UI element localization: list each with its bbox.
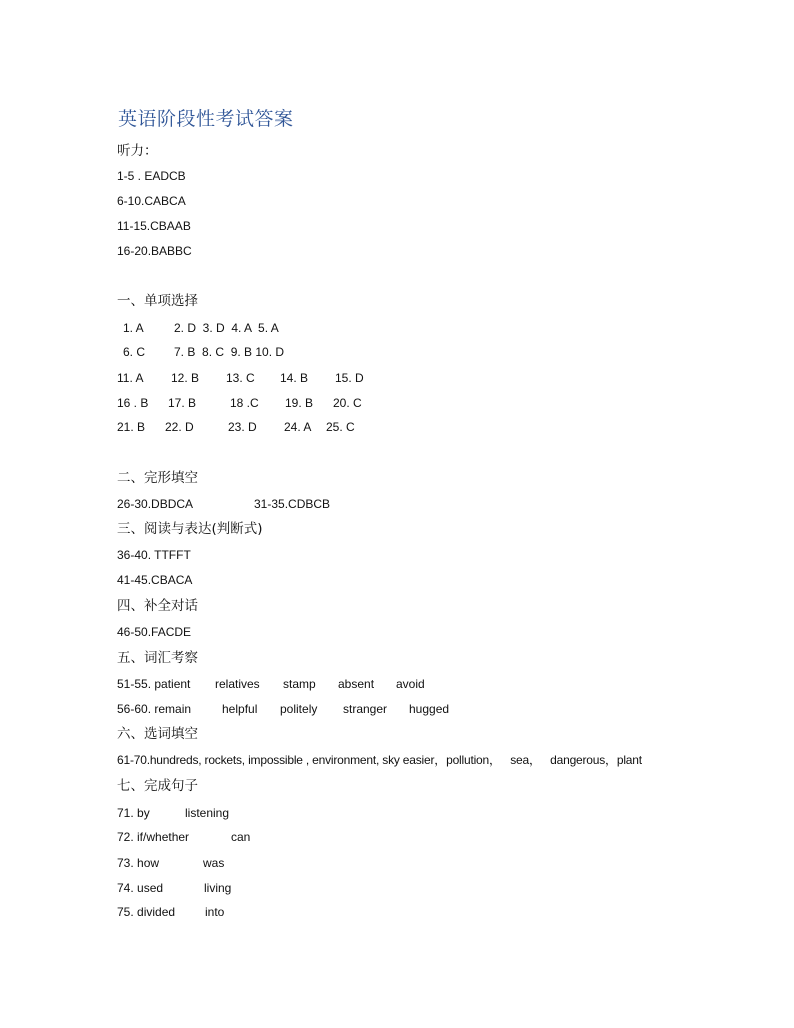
answer-item: hugged	[409, 702, 450, 716]
listening-answer-line: 1-5 . EADCB	[117, 169, 186, 183]
answer-item: 18 .C	[230, 396, 259, 410]
single-choice-row	[117, 395, 362, 411]
answer-item: 51-55. patient	[117, 677, 191, 691]
reading-answer-line: 36-40. TTFFT	[117, 548, 191, 562]
answer-item: 72. if/whether	[117, 830, 190, 844]
single-choice-row	[117, 370, 364, 386]
listening-answer-line: 6-10.CABCA	[117, 194, 186, 208]
answer-item: 24. A	[284, 420, 312, 434]
answer-item: 13. C	[226, 371, 255, 385]
answer-item: 17. B	[168, 396, 197, 410]
answer-item: 21. B	[117, 420, 146, 434]
listening-heading: 听力：	[117, 143, 158, 159]
answer-item: 15. D	[335, 371, 364, 385]
answer-item: 74. used	[117, 881, 164, 895]
section-heading-vocabulary: 五、词汇考察	[117, 650, 198, 666]
answer-item: listening	[185, 806, 230, 820]
section-heading-reading: 三、阅读与表达(判断式)	[117, 521, 263, 537]
reading-answer-line: 41-45.CBACA	[117, 573, 193, 587]
sentence-answer-row	[117, 904, 225, 920]
answer-item: absent	[338, 677, 375, 691]
answer-item: 25. C	[326, 420, 355, 434]
answer-item: 14. B	[280, 371, 309, 385]
answer-item: stamp	[283, 677, 316, 691]
section-heading-cloze: 二、完形填空	[117, 470, 198, 486]
answer-item: 23. D	[228, 420, 257, 434]
answer-item: 2. D 3. D 4. A 5. A	[174, 321, 279, 335]
vocabulary-row	[117, 701, 450, 717]
cloze-answer-row	[117, 496, 331, 512]
sentence-answer-row	[117, 805, 230, 821]
word-fill-answer-line: 61-70.hundreds, rockets, impossible , environment, sky easier，pollution， sea， dangerous，plant	[117, 753, 642, 767]
sentence-answer-row	[117, 855, 225, 871]
answer-item: politely	[280, 702, 318, 716]
section-heading-single-choice: 一、单项选择	[117, 293, 198, 309]
answer-item: 20. C	[333, 396, 362, 410]
answer-item: 19. B	[285, 396, 314, 410]
answer-item: 75. divided	[117, 905, 176, 919]
page-title: 英语阶段性考试答案	[118, 108, 294, 130]
answer-item: can	[231, 830, 251, 844]
listening-answer-line: 16-20.BABBC	[117, 244, 192, 258]
answer-item: relatives	[215, 677, 260, 691]
answer-item: 12. B	[171, 371, 200, 385]
answer-item: into	[205, 905, 225, 919]
dialogue-answer-line: 46-50.FACDE	[117, 625, 192, 639]
answer-item: 1. A	[123, 321, 144, 335]
answer-item: 26-30.DBDCA	[117, 497, 194, 511]
answer-item: 22. D	[165, 420, 194, 434]
answer-item: 71. by	[117, 806, 150, 820]
answer-item: 7. B 8. C 9. B 10. D	[174, 345, 285, 359]
answer-item: was	[203, 856, 225, 870]
answer-item: avoid	[396, 677, 425, 691]
single-choice-row	[117, 320, 279, 336]
answer-item: living	[204, 881, 232, 895]
answer-item: helpful	[222, 702, 258, 716]
answer-item: stranger	[343, 702, 388, 716]
answer-item: 6. C	[123, 345, 146, 359]
vocabulary-row	[117, 676, 425, 692]
sentence-answer-row	[117, 880, 232, 896]
answer-item: 73. how	[117, 856, 160, 870]
section-heading-word-fill: 六、选词填空	[117, 726, 198, 742]
answer-item: 16 . B	[117, 396, 149, 410]
section-heading-sentences: 七、完成句子	[117, 778, 198, 794]
sentence-answer-row	[117, 829, 251, 845]
answer-item: 56-60. remain	[117, 702, 192, 716]
listening-answer-line: 11-15.CBAAB	[117, 219, 191, 233]
answer-item: 31-35.CDBCB	[254, 497, 331, 511]
section-heading-dialogue: 四、补全对话	[117, 598, 198, 614]
single-choice-row	[117, 344, 285, 360]
single-choice-row	[117, 419, 355, 435]
answer-item: 11. A	[117, 371, 144, 385]
